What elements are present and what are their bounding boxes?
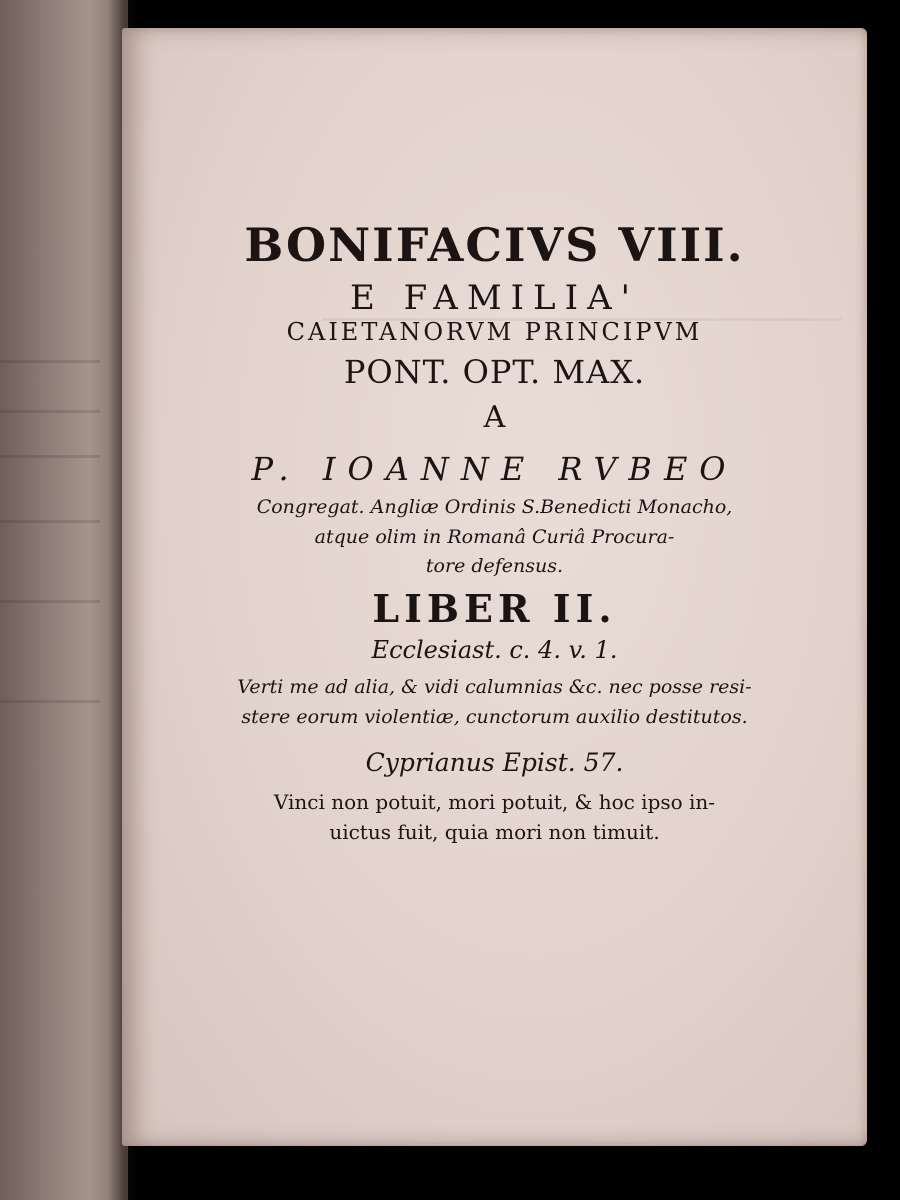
a-line: A (483, 400, 506, 435)
liber-heading: LIBER II. (372, 586, 617, 631)
congregat-line: Congregat. Angliæ Ordinis S.Benedicti Monacho, (256, 496, 733, 518)
principum-line: CAIETANORVM PRINCIPVM (286, 318, 703, 346)
book-title: BONIFACIVS VIII. (244, 218, 745, 272)
tore-line: tore defensus. (425, 555, 564, 577)
verse-line-1: Verti me ad alia, & vidi calumnias &c. nec posse resi- (237, 676, 752, 698)
author-line: P. IOANNE RVBEO (251, 450, 738, 488)
cyprian-reference: Cyprianus Epist. 57. (365, 748, 624, 777)
atque-line: atque olim in Romanâ Curiâ Procura- (314, 526, 675, 548)
pontiff-line: PONT. OPT. MAX. (343, 353, 646, 391)
title-page (122, 28, 867, 1146)
quote-line-2: uictus fuit, quia mori non timuit. (329, 820, 660, 844)
quote-line-1: Vinci non potuit, mori potuit, & hoc ipso in- (273, 790, 716, 814)
verse-line-2: stere eorum violentiæ, cunctorum auxilio destitutos. (241, 706, 748, 728)
family-line: E FAMILIA' (350, 278, 639, 318)
ecclesiastes-reference: Ecclesiast. c. 4. v. 1. (371, 636, 618, 664)
